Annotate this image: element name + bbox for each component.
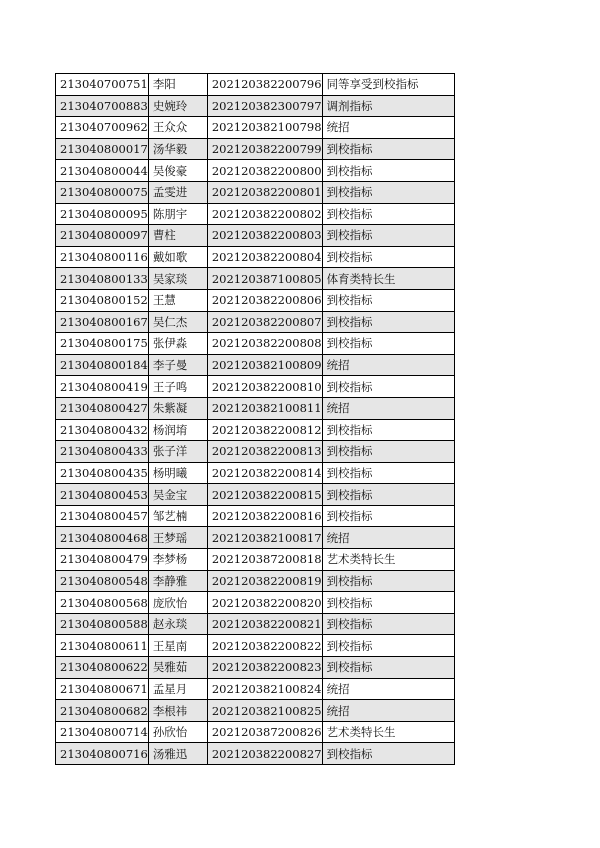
admission-type-cell: 艺术类特长生	[322, 549, 454, 571]
student-name-cell: 吴俊豪	[148, 160, 207, 182]
table-row	[56, 570, 455, 592]
student-name-cell: 吴家琰	[148, 268, 207, 290]
table-row	[56, 743, 455, 765]
exam-number-cell: 213040800588	[56, 613, 149, 635]
exam-number-cell: 213040700883	[56, 95, 149, 117]
student-name-cell: 李阳	[148, 74, 207, 96]
admission-number-cell: 202120382100817	[207, 527, 322, 549]
exam-number-cell: 213040800184	[56, 354, 149, 376]
student-name-cell: 孟星月	[148, 678, 207, 700]
admission-number-cell: 202120382200807	[207, 311, 322, 333]
exam-number-cell: 213040800017	[56, 138, 149, 160]
exam-number-cell: 213040800453	[56, 484, 149, 506]
table-row	[56, 138, 455, 160]
student-name-cell: 吴金宝	[148, 484, 207, 506]
exam-number-cell: 213040800133	[56, 268, 149, 290]
table-row	[56, 268, 455, 290]
admission-number-cell: 202120382200799	[207, 138, 322, 160]
admission-type-cell: 体育类特长生	[322, 268, 454, 290]
student-name-cell: 朱紫凝	[148, 397, 207, 419]
admission-number-cell: 202120382100825	[207, 700, 322, 722]
student-name-cell: 吴仁杰	[148, 311, 207, 333]
admission-type-cell: 到校指标	[322, 613, 454, 635]
admission-number-cell: 202120382200803	[207, 225, 322, 247]
table-row	[56, 441, 455, 463]
admission-number-cell: 202120382100798	[207, 117, 322, 139]
exam-number-cell: 213040800095	[56, 203, 149, 225]
exam-number-cell: 213040800116	[56, 246, 149, 268]
student-name-cell: 庞欣怡	[148, 592, 207, 614]
table-row	[56, 397, 455, 419]
admission-number-cell: 202120382200820	[207, 592, 322, 614]
exam-number-cell: 213040700962	[56, 117, 149, 139]
table-row	[56, 700, 455, 722]
admission-type-cell: 到校指标	[322, 311, 454, 333]
table-row	[56, 225, 455, 247]
admission-number-cell: 202120382200806	[207, 289, 322, 311]
exam-number-cell: 213040800175	[56, 333, 149, 355]
admission-number-cell: 202120382200814	[207, 462, 322, 484]
table-row	[56, 246, 455, 268]
table-row	[56, 74, 455, 96]
exam-number-cell: 213040800427	[56, 397, 149, 419]
admission-table	[55, 73, 455, 765]
exam-number-cell: 213040800457	[56, 505, 149, 527]
student-name-cell: 戴如歌	[148, 246, 207, 268]
student-name-cell: 王慧	[148, 289, 207, 311]
admission-type-cell: 到校指标	[322, 657, 454, 679]
exam-number-cell: 213040800152	[56, 289, 149, 311]
student-name-cell: 孙欣怡	[148, 721, 207, 743]
admission-type-cell: 到校指标	[322, 505, 454, 527]
admission-number-cell: 202120382300797	[207, 95, 322, 117]
admission-number-cell: 202120382200800	[207, 160, 322, 182]
student-name-cell: 赵永琰	[148, 613, 207, 635]
table-row	[56, 549, 455, 571]
student-name-cell: 王星南	[148, 635, 207, 657]
table-row	[56, 95, 455, 117]
admission-number-cell: 202120387100805	[207, 268, 322, 290]
admission-type-cell: 到校指标	[322, 592, 454, 614]
exam-number-cell: 213040800432	[56, 419, 149, 441]
admission-type-cell: 同等享受到校指标	[322, 74, 454, 96]
exam-number-cell: 213040800716	[56, 743, 149, 765]
table-row	[56, 484, 455, 506]
admission-type-cell: 到校指标	[322, 743, 454, 765]
admission-type-cell: 到校指标	[322, 635, 454, 657]
admission-type-cell: 到校指标	[322, 484, 454, 506]
table-row	[56, 462, 455, 484]
table-row	[56, 289, 455, 311]
admission-number-cell: 202120382200823	[207, 657, 322, 679]
admission-type-cell: 到校指标	[322, 289, 454, 311]
exam-number-cell: 213040800568	[56, 592, 149, 614]
admission-number-cell: 202120382200813	[207, 441, 322, 463]
admission-number-cell: 202120382200821	[207, 613, 322, 635]
admission-type-cell: 统招	[322, 527, 454, 549]
table-row	[56, 333, 455, 355]
student-name-cell: 吴雅茹	[148, 657, 207, 679]
student-name-cell: 陈朋宇	[148, 203, 207, 225]
admission-number-cell: 202120382200827	[207, 743, 322, 765]
table-row	[56, 635, 455, 657]
student-name-cell: 史婉玲	[148, 95, 207, 117]
admission-number-cell: 202120382200802	[207, 203, 322, 225]
table-row	[56, 311, 455, 333]
admission-number-cell: 202120382100811	[207, 397, 322, 419]
table-row	[56, 419, 455, 441]
exam-number-cell: 213040800468	[56, 527, 149, 549]
exam-number-cell: 213040800611	[56, 635, 149, 657]
table-row	[56, 527, 455, 549]
admission-number-cell: 202120382200815	[207, 484, 322, 506]
admission-number-cell: 202120382200804	[207, 246, 322, 268]
table-row	[56, 505, 455, 527]
table-row	[56, 721, 455, 743]
table-row	[56, 376, 455, 398]
table-row	[56, 203, 455, 225]
student-name-cell: 李根祎	[148, 700, 207, 722]
exam-number-cell: 213040800479	[56, 549, 149, 571]
admission-type-cell: 到校指标	[322, 138, 454, 160]
student-name-cell: 孟雯进	[148, 181, 207, 203]
student-name-cell: 邹艺楠	[148, 505, 207, 527]
student-name-cell: 李静雅	[148, 570, 207, 592]
admission-type-cell: 统招	[322, 117, 454, 139]
admission-type-cell: 到校指标	[322, 333, 454, 355]
exam-number-cell: 213040800433	[56, 441, 149, 463]
admission-number-cell: 202120387200818	[207, 549, 322, 571]
student-name-cell: 李梦杨	[148, 549, 207, 571]
exam-number-cell: 213040800044	[56, 160, 149, 182]
admission-type-cell: 统招	[322, 700, 454, 722]
student-name-cell: 王梦瑶	[148, 527, 207, 549]
exam-number-cell: 213040800682	[56, 700, 149, 722]
student-name-cell: 杨润堉	[148, 419, 207, 441]
exam-number-cell: 213040800622	[56, 657, 149, 679]
table-row	[56, 592, 455, 614]
admission-number-cell: 202120382100809	[207, 354, 322, 376]
admission-type-cell: 统招	[322, 397, 454, 419]
admission-type-cell: 到校指标	[322, 376, 454, 398]
admission-type-cell: 到校指标	[322, 419, 454, 441]
table-row	[56, 678, 455, 700]
table-row	[56, 181, 455, 203]
admission-number-cell: 202120382200801	[207, 181, 322, 203]
exam-number-cell: 213040800419	[56, 376, 149, 398]
admission-number-cell: 202120382100824	[207, 678, 322, 700]
table-body	[56, 74, 455, 765]
exam-number-cell: 213040800075	[56, 181, 149, 203]
student-name-cell: 王子鸣	[148, 376, 207, 398]
admission-number-cell: 202120382200808	[207, 333, 322, 355]
exam-number-cell: 213040800167	[56, 311, 149, 333]
exam-number-cell: 213040800714	[56, 721, 149, 743]
student-name-cell: 汤华毅	[148, 138, 207, 160]
student-name-cell: 曹柱	[148, 225, 207, 247]
exam-number-cell: 213040800097	[56, 225, 149, 247]
admission-type-cell: 到校指标	[322, 570, 454, 592]
admission-type-cell: 到校指标	[322, 441, 454, 463]
admission-type-cell: 统招	[322, 354, 454, 376]
student-name-cell: 李子曼	[148, 354, 207, 376]
admission-number-cell: 202120382200819	[207, 570, 322, 592]
table-row	[56, 657, 455, 679]
table-row	[56, 354, 455, 376]
student-name-cell: 汤雅迅	[148, 743, 207, 765]
admission-number-cell: 202120382200796	[207, 74, 322, 96]
admission-type-cell: 到校指标	[322, 203, 454, 225]
admission-number-cell: 202120382200822	[207, 635, 322, 657]
admission-type-cell: 到校指标	[322, 462, 454, 484]
exam-number-cell: 213040800435	[56, 462, 149, 484]
admission-type-cell: 到校指标	[322, 181, 454, 203]
table-row	[56, 160, 455, 182]
admission-number-cell: 202120382200810	[207, 376, 322, 398]
admission-type-cell: 到校指标	[322, 160, 454, 182]
student-name-cell: 张伊淼	[148, 333, 207, 355]
admission-type-cell: 调剂指标	[322, 95, 454, 117]
admission-number-cell: 202120382200812	[207, 419, 322, 441]
admission-number-cell: 202120387200826	[207, 721, 322, 743]
admission-type-cell: 统招	[322, 678, 454, 700]
exam-number-cell: 213040800548	[56, 570, 149, 592]
exam-number-cell: 213040800671	[56, 678, 149, 700]
admission-type-cell: 到校指标	[322, 225, 454, 247]
admission-type-cell: 到校指标	[322, 246, 454, 268]
student-name-cell: 张子洋	[148, 441, 207, 463]
student-name-cell: 王众众	[148, 117, 207, 139]
admission-number-cell: 202120382200816	[207, 505, 322, 527]
table-row	[56, 613, 455, 635]
student-name-cell: 杨明曦	[148, 462, 207, 484]
admission-type-cell: 艺术类特长生	[322, 721, 454, 743]
exam-number-cell: 213040700751	[56, 74, 149, 96]
table-row	[56, 117, 455, 139]
